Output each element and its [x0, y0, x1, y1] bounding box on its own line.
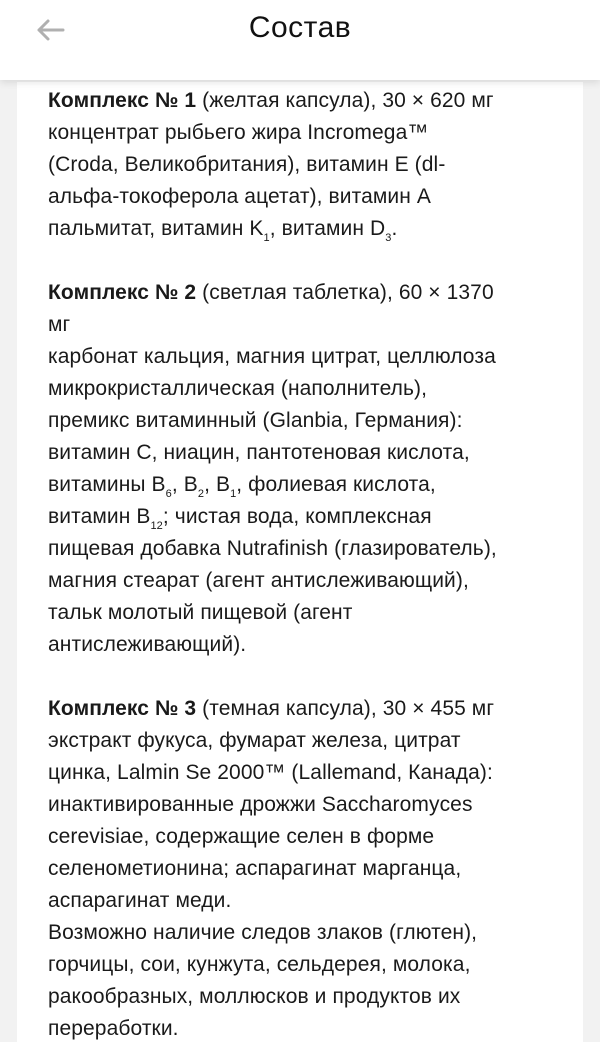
complex-2-text-line: антислеживающий). [48, 633, 247, 656]
text-fragment: витамины В [48, 473, 166, 496]
subscript: 1 [263, 232, 270, 244]
complex-2-text-line [48, 469, 563, 501]
complex-3-text-line: инактивированные дрожжи Saccharomyces [48, 793, 473, 816]
complex-1-text-line: концентрат рыбьего жира Incromega™ [48, 121, 429, 144]
page-title: Состав [248, 11, 352, 44]
complex-3-heading-line [48, 693, 563, 725]
subscript: 12 [150, 520, 163, 532]
complex-3-text-line: селенометионина; аспарагинат марганца, [48, 857, 462, 880]
complex-2-text-line: микрокристаллическая (наполнитель), [48, 377, 428, 400]
complex-1-text-line: (Croda, Великобритания), витамин Е (dl- [48, 153, 446, 176]
complex-1-form: (желтая капсула), 30 × 620 мг [196, 89, 494, 112]
allergen-warning-line: горчицы, сои, кунжута, сельдерея, молока, [48, 953, 471, 976]
allergen-warning-line: Возможно наличие следов злаков (глютен), [48, 921, 478, 944]
complex-2-text-line: витамин С, ниацин, пантотеновая кислота, [48, 441, 470, 464]
subscript: 2 [197, 488, 205, 500]
complex-3-section [48, 693, 563, 1042]
complex-1-text-line: альфа-токоферола ацетат), витамин А [48, 185, 431, 208]
complex-2-title: Комплекс № 2 [48, 281, 197, 304]
text-fragment: , В [204, 473, 231, 496]
complex-2-text-line [48, 501, 563, 533]
complex-2-text-line: пищевая добавка Nutrafinish (глазирователь), [48, 537, 497, 560]
text-fragment: . [391, 217, 398, 240]
composition-content [17, 82, 583, 1042]
complex-3-title: Комплекс № 3 [48, 697, 197, 720]
complex-3-text-line: экстракт фукуса, фумарат железа, цитрат [48, 729, 461, 752]
complex-1-text-line [48, 213, 563, 245]
app-header [0, 0, 600, 80]
complex-2-text-line: тальк молотый пищевой (агент [48, 601, 353, 624]
subscript: 3 [385, 232, 392, 244]
complex-2-text-line: карбонат кальция, магния цитрат, целлюлоза [48, 345, 496, 368]
subscript: 1 [230, 488, 237, 500]
complex-2-text-line: мг [48, 313, 71, 336]
complex-1-title: Комплекс № 1 [48, 89, 197, 112]
text-fragment: , витамин D [269, 217, 386, 240]
complex-1-section [48, 85, 563, 245]
allergen-warning-line: ракообразных, моллюсков и продуктов их [48, 985, 461, 1008]
complex-2-section [48, 277, 563, 661]
text-fragment: пальмитат, витамин K [48, 217, 264, 240]
complex-2-heading-line [48, 277, 563, 309]
allergen-warning-line: переработки. [48, 1017, 179, 1040]
complex-1-heading-line [48, 85, 563, 117]
complex-2-text-line: магния стеарат (агент антислеживающий), [48, 569, 469, 592]
complex-3-text-line: cerevisiae, содержащие селен в форме [48, 825, 435, 848]
complex-3-form: (темная капсула), 30 × 455 мг [196, 697, 495, 720]
complex-3-text-line: аспарагинат меди. [48, 889, 232, 912]
complex-2-text-line: премикс витаминный (Glanbia, Германия): [48, 409, 463, 432]
text-fragment: витамин В [48, 505, 151, 528]
text-fragment: , фолиевая кислота, [236, 473, 436, 496]
text-fragment: , В [171, 473, 198, 496]
subscript: 6 [165, 488, 172, 500]
complex-2-form: (светлая таблетка), 60 × 1370 [196, 281, 494, 304]
text-fragment: ; чистая вода, комплексная [162, 505, 432, 528]
composition-card [17, 82, 583, 1042]
complex-3-text-line: цинка, Lalmin Se 2000™ (Lallemand, Канада): [48, 761, 493, 784]
